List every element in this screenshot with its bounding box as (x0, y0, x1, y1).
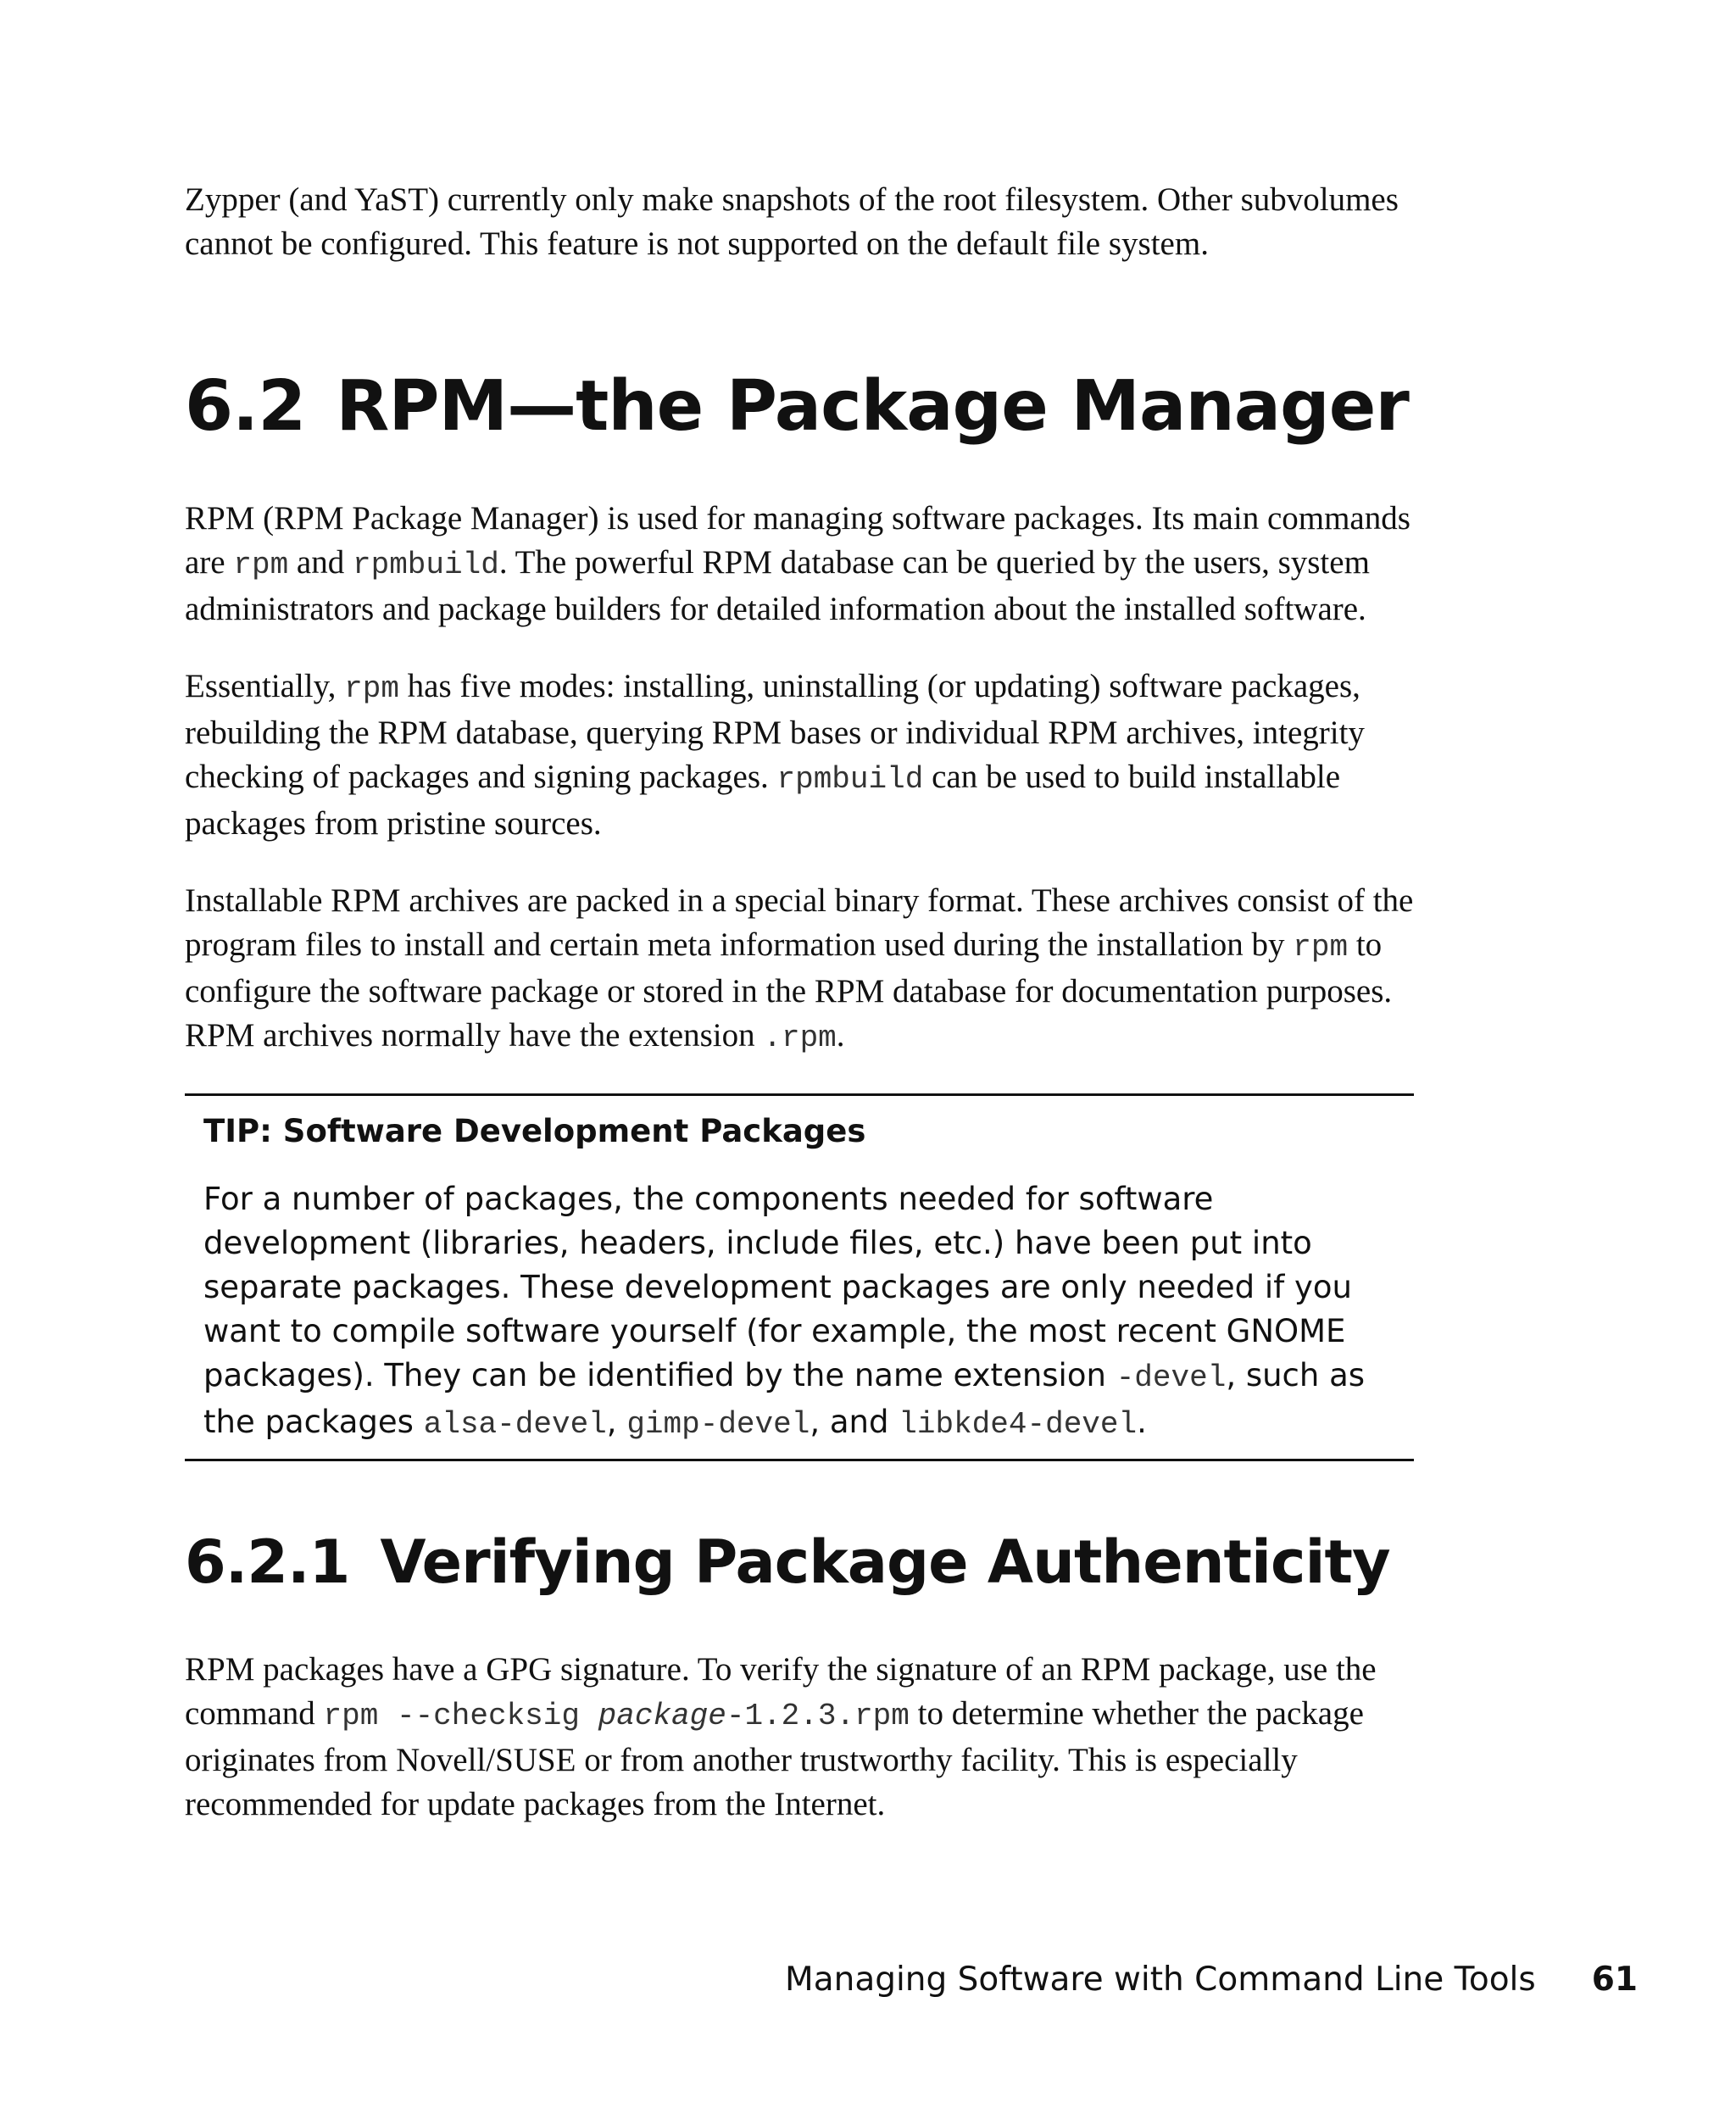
subsection-title: Verifying Package Authenticity (380, 1527, 1390, 1597)
inline-code-alsa-devel: alsa-devel (423, 1407, 607, 1442)
inline-code-rpm: rpm (233, 548, 289, 582)
inline-code-gimp-devel: gimp-devel (626, 1407, 810, 1442)
inline-code-version: -1.2.3.rpm (726, 1699, 910, 1733)
inline-code-rpm-extension: .rpm (763, 1021, 837, 1055)
inline-code-rpmbuild: rpmbuild (776, 762, 924, 797)
text-run: . (836, 1017, 845, 1054)
text-run: . The powerful RPM database can be queried by the users, system administrators and package builders for detailed information about the installed software. (185, 544, 1370, 627)
text-run: and (288, 544, 353, 581)
inline-code-rpm: rpm (1293, 930, 1349, 965)
text-run: , (606, 1404, 627, 1440)
subsection-heading (185, 1524, 1414, 1600)
text-run: . (1137, 1404, 1147, 1440)
text-run: For a number of packages, the components needed for software development (libraries, headers, include files, etc.) have been put into separate packages. These development packages are only needed if you want to compile software yourself (for example, the most recent GNOME packages). They can be identified by the name extension (203, 1181, 1352, 1393)
rpm-modes-paragraph (185, 665, 1414, 846)
section-heading (185, 364, 1414, 449)
subsection-number: 6.2.1 (185, 1527, 350, 1597)
section-title: RPM—the Package Manager (336, 366, 1409, 447)
tip-body (203, 1177, 1395, 1447)
text-run: , and (810, 1404, 899, 1440)
page-footer (785, 1958, 1638, 2002)
page-number: 61 (1591, 1961, 1638, 1999)
tip-title: TIP: Software Development Packages (203, 1113, 866, 1149)
inline-code-devel: -devel (1116, 1360, 1227, 1395)
text-run: to determine whether the package originates from Novell/SUSE or from another trustworthy facility. This is especially recommended for update packages from the Internet. (185, 1695, 1364, 1822)
text-run: Installable RPM archives are packed in a special binary format. These archives consist of the program files to install and certain meta information used during the installation by (185, 882, 1414, 963)
text-run: to configure the software package or stored in the RPM database for documentation purposes. RPM archives normally have the extension (185, 926, 1393, 1054)
text-run: has five modes: installing, uninstalling (or updating) software packages, rebuilding the RPM database, querying RPM bases or individual RPM archives, integrity checking of packages and signing packages. (185, 668, 1365, 795)
footer-chapter-title: Managing Software with Command Line Tools (785, 1961, 1536, 1999)
verify-paragraph (185, 1648, 1414, 1827)
rpm-archives-paragraph (185, 879, 1414, 1060)
text-run: Essentially, (185, 668, 345, 704)
page-content (185, 178, 1414, 1860)
inline-code-rpm: rpm (344, 671, 399, 706)
inline-code-libkde4-devel: libkde4-devel (899, 1407, 1138, 1442)
tip-box (185, 1093, 1414, 1461)
intro-paragraph: Zypper (and YaST) currently only make snapshots of the root filesystem. Other subvolumes cannot be configured. This feature is not supported on the default file system. (185, 181, 1399, 262)
inline-code-variable: package (598, 1699, 726, 1733)
text-run: , such as the packages (203, 1357, 1366, 1440)
text-run: RPM (RPM Package Manager) is used for managing software packages. Its main commands are (185, 500, 1410, 581)
text-run: can be used to build installable packages from pristine sources. (185, 759, 1341, 842)
inline-code-checksig: rpm --checksig (323, 1699, 598, 1733)
section-number: 6.2 (185, 366, 306, 447)
text-run: RPM packages have a GPG signature. To verify the signature of an RPM package, use the command (185, 1651, 1377, 1732)
rpm-intro-paragraph (185, 497, 1414, 631)
inline-code-rpmbuild: rpmbuild (352, 548, 499, 582)
